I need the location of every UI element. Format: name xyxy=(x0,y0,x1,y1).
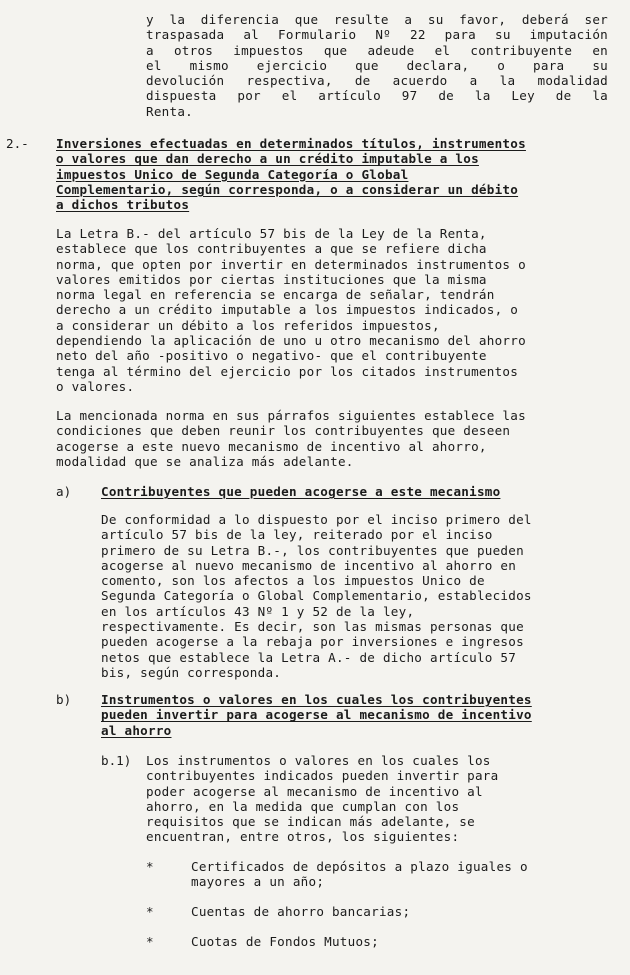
text-line: primero de su Letra B.-, los contribuyentes que pueden xyxy=(101,542,524,558)
text-line: poder acogerse al mecanismo de incentivo al xyxy=(146,783,483,799)
heading-line: pueden invertir para acogerse al mecanismo de incentivo xyxy=(101,707,532,723)
text-line: netos que establece la Letra A.- de dicho artículo 57 xyxy=(101,649,517,665)
text-line: ahorro, en la medida que cumplan con los xyxy=(146,798,460,814)
text-line: valores emitidos por ciertas instituciones que la misma xyxy=(56,271,487,287)
text-line: Cuotas de Fondos Mutuos; xyxy=(191,934,379,949)
subsection-b1-paragraph xyxy=(146,753,609,845)
bullet-marker: * xyxy=(146,859,154,874)
text-line: La mencionada norma en sus párrafos siguientes establece las xyxy=(56,408,526,423)
text-line: Cuentas de ahorro bancarias; xyxy=(191,904,411,919)
text-line: dependiendo la aplicación de uno u otro mecanismo del ahorro xyxy=(56,333,526,349)
text-line: mayores a un año; xyxy=(191,874,325,890)
text-line: en los artículos 43 Nº 1 y 52 de la ley, xyxy=(101,603,415,619)
section-number: 2.- xyxy=(6,136,29,151)
text-line: Renta. xyxy=(146,103,193,119)
text-line: bis, según corresponda. xyxy=(101,664,282,680)
text-line: Segunda Categoría o Global Complementario, establecidos xyxy=(101,588,532,604)
heading-line: Contribuyentes que pueden acogerse a este mecanismo xyxy=(101,484,501,499)
heading-line: Complementario, según corresponda, o a considerar un débito xyxy=(56,181,519,197)
text-line: neto del año -positivo o negativo- que el contribuyente xyxy=(56,348,487,364)
subsection-b1-label: b.1) xyxy=(101,753,132,768)
bullet-item-cuentas-ahorro xyxy=(191,904,609,919)
text-line: comento, son los afectos a los impuestos Unico de xyxy=(101,573,485,589)
subsection-b-label: b) xyxy=(56,692,72,707)
text-line: norma, que opten por invertir en determinados instrumentos o xyxy=(56,256,526,272)
text-line: dispuesta por el artículo 97 de la Ley de la xyxy=(146,88,608,104)
heading-line: al ahorro xyxy=(101,722,172,738)
text-line: pueden acogerse a la rebaja por inversiones e ingresos xyxy=(101,634,524,650)
subsection-b-title xyxy=(101,692,609,738)
bullet-item-fondos-mutuos xyxy=(191,934,609,949)
bullet-marker: * xyxy=(146,904,154,919)
text-line: o valores. xyxy=(56,378,135,394)
text-line: encuentran, entre otros, los siguientes: xyxy=(146,829,460,845)
text-line: Los instrumentos o valores en los cuales los xyxy=(146,753,491,768)
heading-line: Instrumentos o valores en los cuales los contribuyentes xyxy=(101,692,532,707)
text-line: acogerse al nuevo mecanismo de incentivo al ahorro en xyxy=(101,557,517,573)
text-line: establece que los contribuyentes a que se refiere dicha xyxy=(56,241,487,257)
text-line: norma legal en referencia se encarga de señalar, tendrán xyxy=(56,287,495,303)
text-line: contribuyentes indicados pueden invertir para xyxy=(146,768,499,784)
text-line: tenga al término del ejercicio por los citados instrumentos xyxy=(56,363,519,379)
text-line: derecho a un crédito imputable a los impuestos indicados, o xyxy=(56,302,519,318)
text-line: Certificados de depósitos a plazo iguales o xyxy=(191,859,528,874)
text-line: condiciones que deben reunir los contribuyentes que deseen xyxy=(56,423,511,439)
text-line: modalidad que se analiza más adelante. xyxy=(56,453,354,469)
text-line: requisitos que se indican más adelante, se xyxy=(146,814,475,830)
intro-paragraph xyxy=(146,12,608,119)
paragraph-letra-b xyxy=(56,226,610,394)
heading-line: impuestos Unico de Segunda Categoría o Global xyxy=(56,166,409,182)
text-line: acogerse a este nuevo mecanismo de incentivo al ahorro, xyxy=(56,438,487,454)
section-heading xyxy=(56,136,610,212)
bullet-item-certificados xyxy=(191,859,609,890)
bullet-marker: * xyxy=(146,934,154,949)
heading-line: Inversiones efectuadas en determinados títulos, instrumentos xyxy=(56,136,526,151)
text-line: respectivamente. Es decir, son las mismas personas que xyxy=(101,619,524,635)
text-line: a considerar un débito a los referidos impuestos, xyxy=(56,317,440,333)
heading-line: o valores que dan derecho a un crédito imputable a los xyxy=(56,151,479,167)
text-line: a otros impuestos que adeude el contribuyente en xyxy=(146,42,608,58)
text-line: el mismo ejercicio que declara, o para su xyxy=(146,57,608,73)
text-line: traspasada al Formulario Nº 22 para su imputación xyxy=(146,27,608,43)
text-line: La Letra B.- del artículo 57 bis de la Ley de la Renta, xyxy=(56,226,487,241)
text-line: De conformidad a lo dispuesto por el inciso primero del xyxy=(101,512,532,527)
subsection-a-paragraph xyxy=(101,512,609,680)
text-line: y la diferencia que resulte a su favor, deberá ser xyxy=(146,12,608,27)
paragraph-condiciones xyxy=(56,408,610,469)
subsection-a-label: a) xyxy=(56,484,72,499)
text-line: artículo 57 bis de la ley, reiterado por el inciso xyxy=(101,527,493,543)
subsection-a-title xyxy=(101,484,609,499)
heading-line: a dichos tributos xyxy=(56,197,190,213)
text-line: devolución respectiva, de acuerdo a la modalidad xyxy=(146,73,608,89)
